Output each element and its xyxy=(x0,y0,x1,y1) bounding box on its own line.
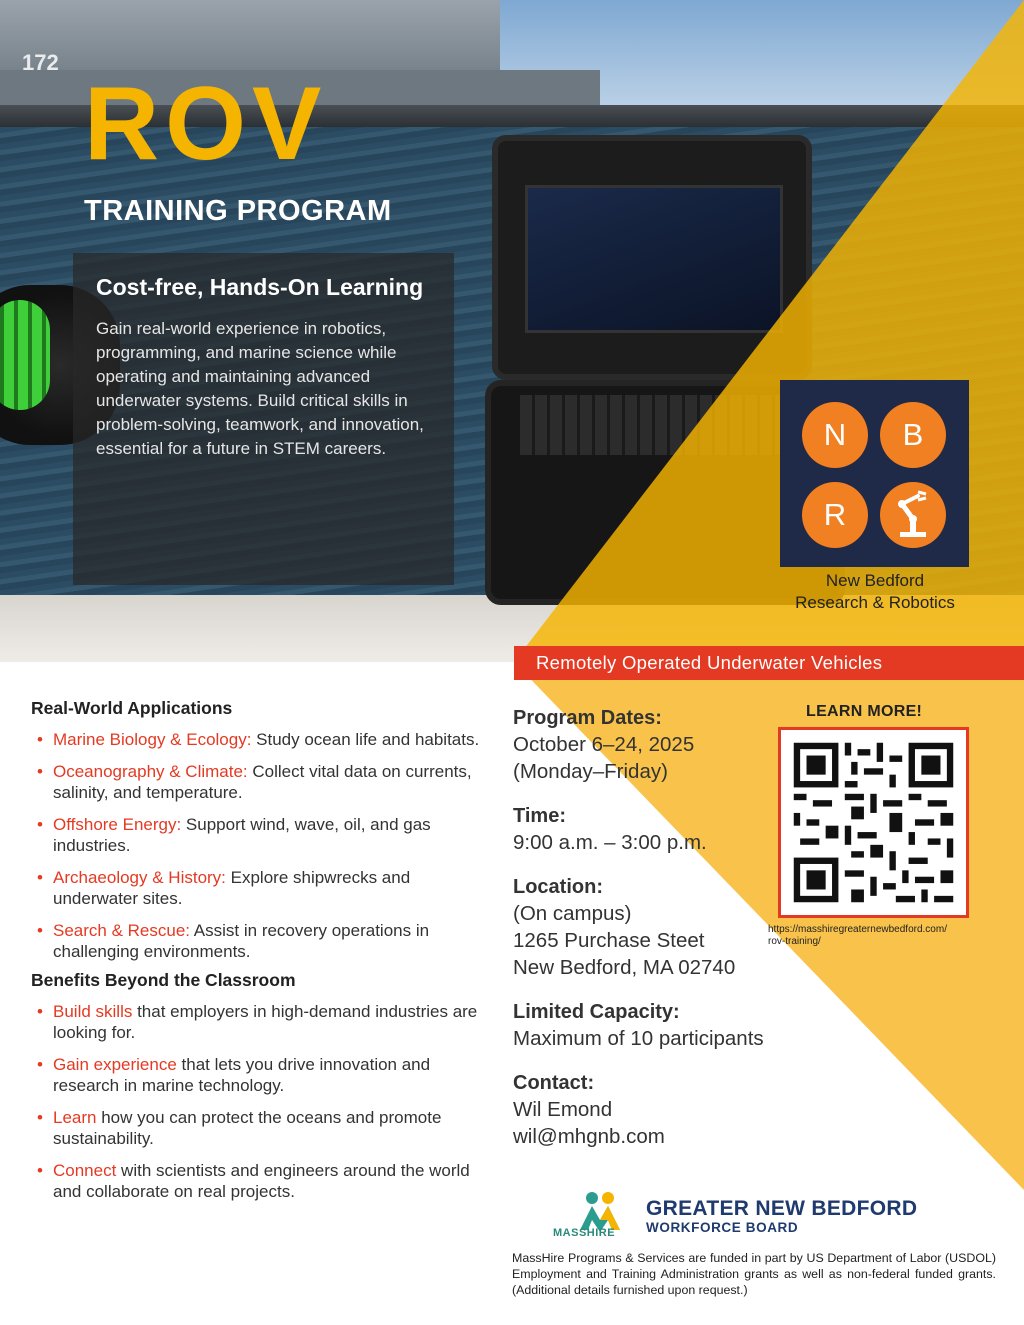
dates-value: October 6–24, 2025 xyxy=(513,733,695,756)
workforce-board-title: GREATER NEW BEDFORD xyxy=(646,1197,918,1220)
qr-url-line2: rov-training/ xyxy=(768,936,821,947)
nbr-letter-n: N xyxy=(802,402,868,468)
nbr-logo xyxy=(780,380,969,567)
learn-more-heading: LEARN MORE! xyxy=(806,703,923,720)
list-item: • Build skills that employers in high-demand industries are looking for. xyxy=(37,1002,478,1042)
location-label: Location: xyxy=(513,876,603,898)
ship-hull-number: 172 xyxy=(22,50,59,75)
qr-url-line1: https://masshiregreaternewbedford.com/ xyxy=(768,924,947,935)
banner: Remotely Operated Underwater Vehicles xyxy=(514,646,1024,680)
list-item: • Marine Biology & Ecology: Study ocean life and habitats. xyxy=(37,730,480,749)
nbr-name xyxy=(760,570,990,614)
masshire-wordmark: MASSHIRE xyxy=(553,1227,616,1239)
nbr-letter-r: R xyxy=(802,482,868,548)
nbr-name-line2: Research & Robotics xyxy=(795,593,955,612)
intro-text: Gain real-world experience in robotics, programming, and marine science while operating and maintaining advanced underwater systems. Build critical skills in problem-solving, teamwork, and innovation, essential for a future in STEM careers. xyxy=(96,319,424,458)
list-item: • Oceanography & Climate: Collect vital data on currents, salinity, and temperature. xyxy=(37,762,472,802)
contact-label: Contact: xyxy=(513,1072,595,1094)
workforce-board-subtitle: WORKFORCE BOARD xyxy=(646,1220,799,1235)
list-item: • Learn how you can protect the oceans and promote sustainability. xyxy=(37,1108,442,1148)
benefits-title: Benefits Beyond the Classroom xyxy=(31,970,296,990)
time-value: 9:00 a.m. – 3:00 p.m. xyxy=(513,831,707,854)
applications-title: Real-World Applications xyxy=(31,698,233,718)
page-subtitle: TRAINING PROGRAM xyxy=(84,195,392,227)
qr-code-icon xyxy=(781,730,966,915)
contact-block xyxy=(513,1070,833,1150)
intro-heading: Cost-free, Hands-On Learning xyxy=(96,274,424,300)
location-line1: (On campus) xyxy=(513,902,632,925)
list-item: • Gain experience that lets you drive innovation and research in marine technology. xyxy=(37,1055,431,1095)
list-item: • Archaeology & History: Explore shipwrecks and underwater sites. xyxy=(37,868,411,908)
nbr-name-line1: New Bedford xyxy=(825,571,925,590)
robot-arm-icon xyxy=(880,482,946,548)
dates-days: (Monday–Friday) xyxy=(513,760,668,783)
list-item: • Offshore Energy: Support wind, wave, oil, and gas industries. xyxy=(37,815,431,855)
page-title: ROV xyxy=(84,66,328,182)
qr-url[interactable] xyxy=(768,924,998,948)
list-item: • Connect with scientists and engineers around the world and collaborate on real projects. xyxy=(37,1161,470,1201)
funding-disclaimer: MassHire Programs & Services are funded in part by US Department of Labor (USDOL) Employment and Training Administration grants as well as non-federal funded grants. (Additional details furnished upon request.) xyxy=(512,1251,996,1297)
contact-name: Wil Emond xyxy=(513,1098,613,1121)
location-line3: New Bedford, MA 02740 xyxy=(513,956,736,979)
left-column xyxy=(31,698,491,1213)
time-label: Time: xyxy=(513,805,566,827)
capacity-block xyxy=(513,999,833,1052)
contact-email[interactable]: wil@mhgnb.com xyxy=(513,1125,665,1148)
intro-box xyxy=(73,253,454,585)
qr-code[interactable] xyxy=(778,727,969,918)
capacity-value: Maximum of 10 participants xyxy=(513,1027,764,1050)
list-item: • Search & Rescue: Assist in recovery operations in challenging environments. xyxy=(37,921,430,961)
capacity-label: Limited Capacity: xyxy=(513,1001,680,1023)
nbr-letter-b: B xyxy=(880,402,946,468)
location-line2: 1265 Purchase Steet xyxy=(513,929,705,952)
dates-label: Program Dates: xyxy=(513,707,662,729)
